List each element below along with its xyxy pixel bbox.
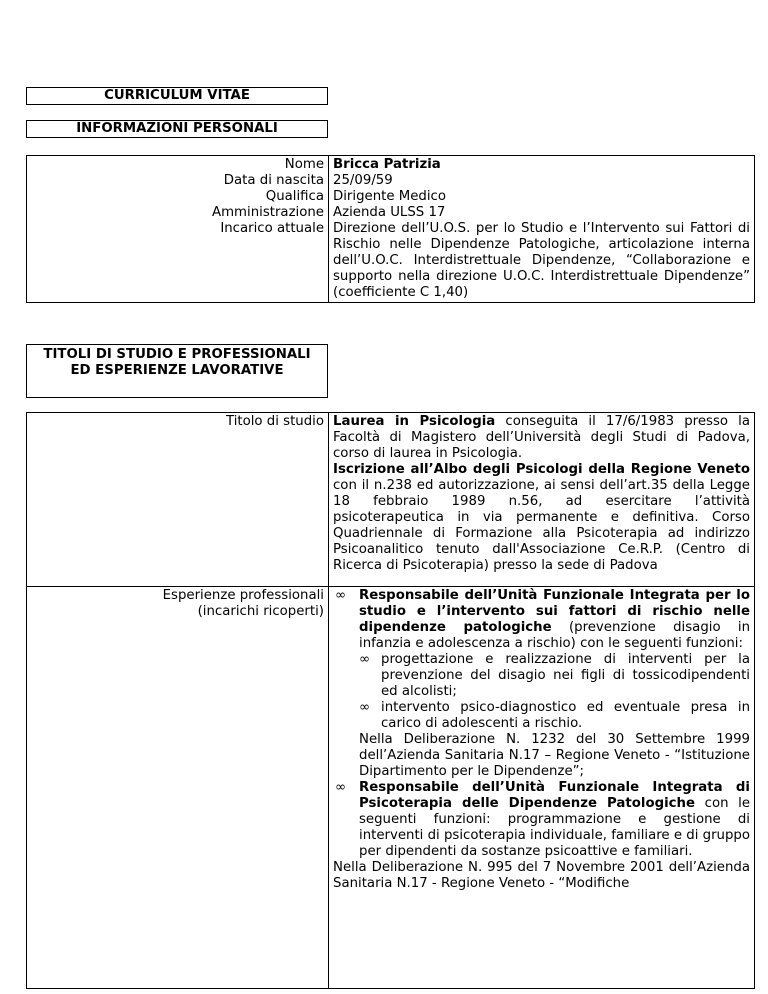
item1-detail: (prevenzione disagio in infanzia e adolescenza a rischio) con le seguenti funzioni: xyxy=(359,620,750,651)
label-nome: Nome xyxy=(284,157,324,172)
value-data-nascita: 25/09/59 xyxy=(333,173,393,188)
infinity-bullet-icon: ∞ xyxy=(359,652,371,667)
experience-value-cell xyxy=(329,587,755,989)
personal-section-header: INFORMAZIONI PERSONALI xyxy=(26,120,328,138)
subitem1-text: progettazione e realizzazione di interventi per la prevenzione del disagio nei figli di tossicodipendenti ed alcolisti; xyxy=(381,652,750,699)
value-incarico: Direzione dell’U.O.S. per lo Studio e l’Intervento sui Fattori di Rischio nelle Dipendenze Patologiche, articolazione interna dell’U.O.C. Interdistrettuale Dipendenze, “Collaborazione e supporto nella direzione U.O.C. Interdistrettuale Dipendenze” (coefficiente C 1,40) xyxy=(333,221,750,300)
value-nome: Bricca Patrizia xyxy=(333,157,441,172)
titles-table xyxy=(26,412,755,989)
label-incarico: Incarico attuale xyxy=(220,221,324,236)
experience-subitem-2 xyxy=(359,700,750,732)
study-value-cell xyxy=(329,413,755,587)
label-esperienze: Esperienze professionali (incarichi ricoperti) xyxy=(162,588,324,619)
deliberation-1: Nella Deliberazione N. 1232 del 30 Settembre 1999 dell’Azienda Sanitaria N.17 – Regione Veneto - “Istituzione Dipartimento per le Dipendenze”; xyxy=(359,732,750,779)
item2-detail: con le seguenti funzioni: programmazione e gestione di interventi di psicoterapia individuale, familiare e di gruppo per dipendenti da sostanze psicoattive e familiari. xyxy=(359,796,751,859)
label-qualifica: Qualifica xyxy=(265,189,324,204)
study-registration: Iscrizione all’Albo degli Psicologi della Regione Veneto xyxy=(333,462,750,477)
subitem2-text: intervento psico-diagnostico ed eventuale presa in carico di adolescenti a rischio. xyxy=(381,700,750,731)
personal-info-table xyxy=(26,155,755,303)
value-amministrazione: Azienda ULSS 17 xyxy=(333,205,446,220)
infinity-bullet-icon: ∞ xyxy=(359,700,371,715)
personal-labels-cell xyxy=(27,156,329,303)
label-titolo-studio: Titolo di studio xyxy=(225,414,324,429)
titles-section-header: TITOLI DI STUDIO E PROFESSIONALI ED ESPERIENZE LAVORATIVE xyxy=(26,344,328,398)
infinity-bullet-icon: ∞ xyxy=(335,780,347,795)
experience-subitem-1 xyxy=(359,652,750,700)
study-label-cell xyxy=(27,413,329,587)
experience-label-cell xyxy=(27,587,329,989)
value-qualifica: Dirigente Medico xyxy=(333,189,446,204)
study-registration-detail: con il n.238 ed autorizzazione, ai sensi dell’art.35 della Legge 18 febbraio 1989 n.56, ad esercitare l’attività psicoterapeutica in via permanente e definitiva. Corso Quadriennale di Formazione alla Psicoterapia ad indirizzo Psicoanalitico tenuto dall'Associazione Ce.R.P. (Centro di Ricerca di Psicoterapia) presso la sede di Padova xyxy=(333,478,750,573)
item1-title: Responsabile dell’Unità Funzionale Integrata per lo studio e l’intervento sui fattori di rischio nelle dipendenze patologiche xyxy=(359,588,750,635)
experience-item-2 xyxy=(333,780,750,860)
study-degree: Laurea in Psicologia xyxy=(333,414,496,429)
label-amministrazione: Amministrazione xyxy=(212,205,324,220)
experience-item-1 xyxy=(333,588,750,780)
infinity-bullet-icon: ∞ xyxy=(335,588,347,603)
item2-title: Responsabile dell’Unità Funzionale Integrata di Psicoterapia delle Dipendenze Patologiche xyxy=(359,780,750,811)
personal-values-cell xyxy=(329,156,755,303)
deliberation-2: Nella Deliberazione N. 995 del 7 Novembre 2001 dell’Azienda Sanitaria N.17 - Regione Veneto - “Modifiche xyxy=(333,860,750,891)
label-data-nascita: Data di nascita xyxy=(223,173,324,188)
study-degree-detail: conseguita il 17/6/1983 presso la Facoltà di Magistero dell’Università degli Studi di Padova, corso di laurea in Psicologia. xyxy=(333,414,750,461)
study-paragraph xyxy=(329,414,754,574)
experience-list xyxy=(329,588,754,892)
cv-title: CURRICULUM VITAE xyxy=(26,87,328,105)
